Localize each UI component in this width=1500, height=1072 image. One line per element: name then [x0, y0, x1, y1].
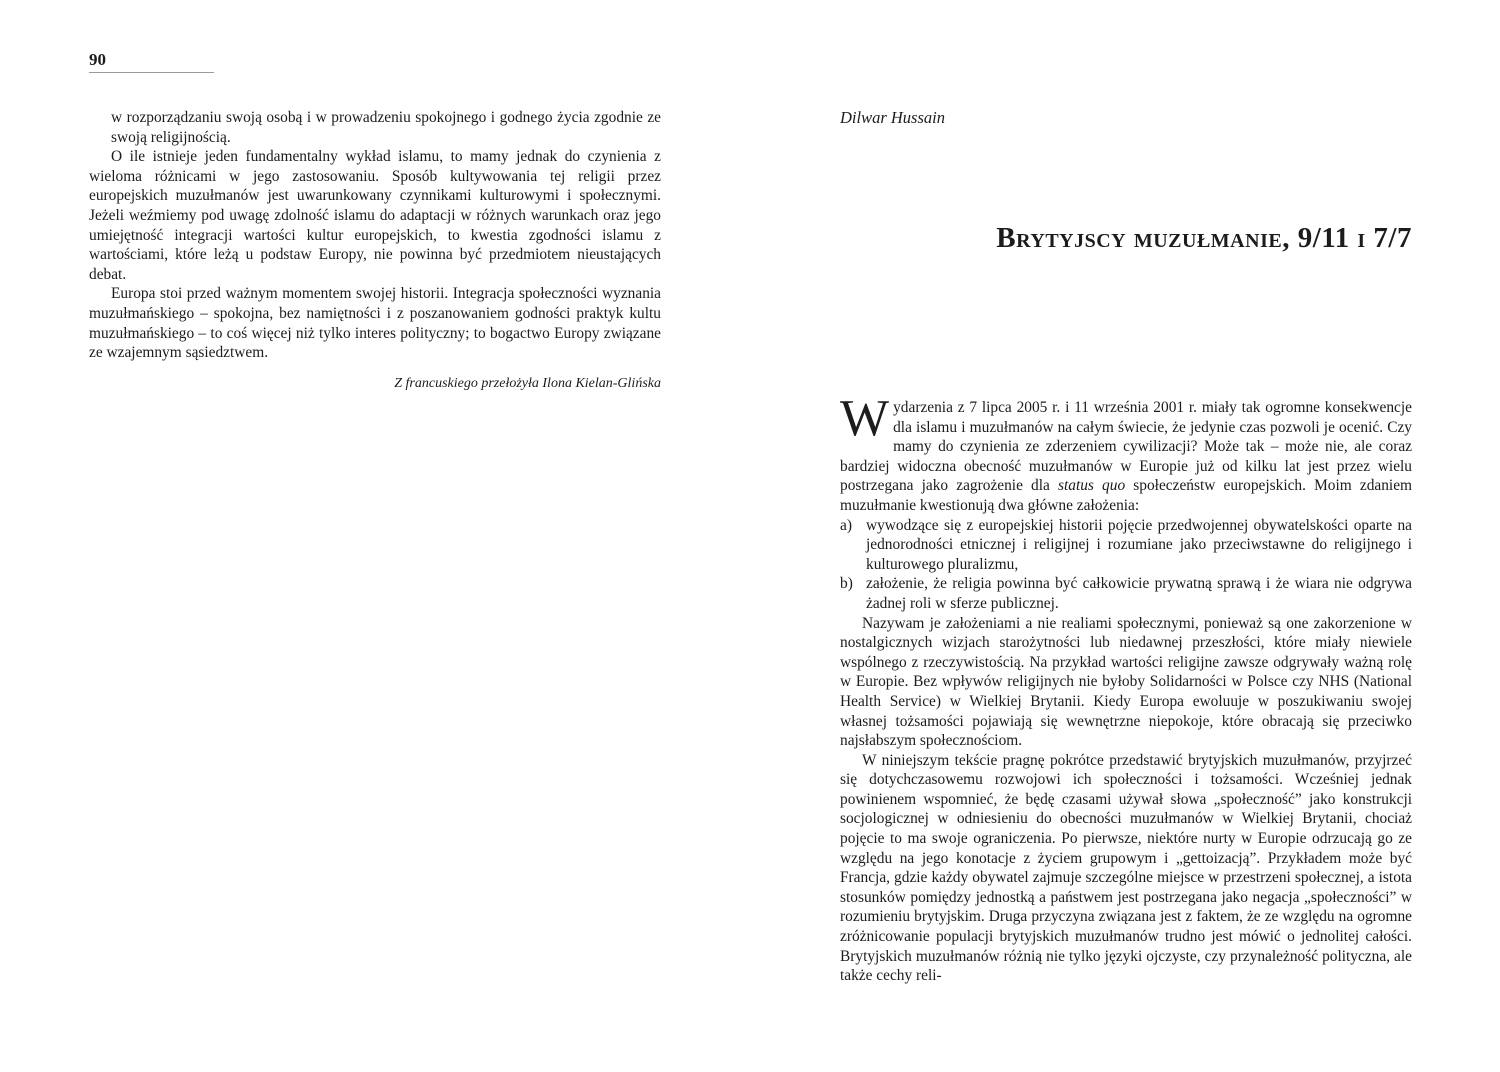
- list-marker: a): [840, 516, 852, 534]
- right-paragraph-1: [840, 390, 1413, 516]
- left-paragraph-3: Europa stoi przed ważnym momentem swojej historii. Integracja społeczności wyznania muzułmańskiego – spokojna, bez namiętności i z poszanowaniem godności praktyk kultu muzułmańskiego – to coś więcej niż tylko interes polityczny; to bogactwo Europy związane ze wzajemnym sąsiedztwem.: [89, 285, 661, 362]
- list-marker: b): [840, 575, 853, 593]
- list-text: założenie, że religia powinna być całkowicie prywatną sprawą i że wiara nie odgrywa żadnej roli w sferze publicznej.: [866, 575, 1412, 612]
- page-number-rule: [89, 72, 214, 73]
- page-number: 90: [89, 50, 106, 69]
- right-paragraph-3: W niniejszym tekście pragnę pokrótce przedstawić brytyjskich muzułmanów, przyjrzeć się dotychczasowemu rozwojowi ich społeczności i tożsamości. Wcześniej jednak powinienem wspomnieć, że będę czasami używał słowa „społeczność” jako konstrukcji socjologicznej w odniesieniu do obecności muzułmanów w Wielkiej Brytanii, chociaż pojęcie to ma swoje ograniczenia. Po pierwsze, niektóre nurty w Europie odrzucają go ze względu na jego konotacje z życiem grupowym i „gettoizacją”. Przykładem może być Francja, gdzie każdy obywatel zajmuje szczególne miejsce w przestrzeni społecznej, a istota stosunków pomiędzy jednostką a państwem jest postrzegana jako negacja „społeczności” w rozumieniu brytyjskim. Druga przyczyna związana jest z faktem, że ze względu na ogromne zróżnicowanie populacji brytyjskich muzułmanów trudno jest mówić o jednolitej całości. Brytyjskich muzułmanów różnią nie tylko języki ojczyste, czy przynależność polityczna, ale także cechy reli-: [840, 751, 1412, 985]
- translator-credit: Z francuskiego przełożyła Ilona Kielan-Glińska: [394, 376, 661, 391]
- left-page-body: [89, 108, 661, 363]
- right-paragraph-1-end: społeczeństw europejskich. Moim zdaniem muzułmanie kwestionują dwa główne założenia:: [840, 477, 1413, 514]
- article-title: Brytyjscy muzułmanie, 9/11 i 7/7: [996, 222, 1412, 254]
- right-paragraph-1-italic: status quo: [1058, 477, 1126, 495]
- right-paragraph-1-text: ydarzenia z 7 lipca 2005 r. i 11 września 2001 r. miały tak ogromne konsekwencje dla islamu i muzułmanów na całym świecie, że jedynie czas pozwoli je ocenić. Czy mamy do czynienia ze zderzeniem cywilizacji? Może tak – może nie, ale coraz bardziej widoczna obecność muzułmanów w Europie już od kilku lat jest przez wielu postrzegana jako zagrożenie dla: [840, 399, 1412, 495]
- article-author: Dilwar Hussain: [840, 108, 945, 127]
- right-page-body: [840, 390, 1413, 986]
- list-text: wywodzące się z europejskiej historii pojęcie przedwojennej obywatelskości oparte na jednorodności etnicznej i religijnej i rozumiane jako przeciwstawne do religijnego i kulturowego pluralizmu,: [866, 516, 1412, 573]
- right-paragraph-2: Nazywam je założeniami a nie realiami społecznymi, ponieważ są one zakorzenione w nostalgicznych wizjach starożytności lub niedawnej przeszłości, które miały niewiele wspólnego z rzeczywistością. Na przykład wartości religijne zawsze odgrywały ważną rolę w Europie. Bez wpływów religijnych nie byłoby Solidarności w Polsce czy NHS (National Health Service) w Wielkiej Brytanii. Kiedy Europa ewoluuje w poszukiwaniu swojej własnej tożsamości pojawiają się wewnętrzne niepokoje, które obracają się przeciwko najsłabszym społecznościom.: [840, 614, 1412, 750]
- list-item: [840, 574, 1412, 613]
- list-item: [840, 516, 1412, 575]
- left-paragraph-1: w rozporządzaniu swoją osobą i w prowadzeniu spokojnego i godnego życia zgodnie ze swoją religijnością.: [111, 109, 661, 146]
- left-paragraph-2: O ile istnieje jeden fundamentalny wykład islamu, to mamy jednak do czynienia z wieloma różnicami w jego zastosowaniu. Sposób kultywowania tej religii przez europejskich muzułmanów jest uwarunkowany czynnikami kulturowymi i społecznymi. Jeżeli weźmiemy pod uwagę zdolność islamu do adaptacji w różnych warunkach oraz jego umiejętność integracji wartości kultur europejskich, to kwestia zgodności islamu z wartościami, które leżą u podstaw Europy, nie powinna być przedmiotem nieustających debat.: [89, 148, 661, 283]
- drop-cap: W: [840, 390, 890, 447]
